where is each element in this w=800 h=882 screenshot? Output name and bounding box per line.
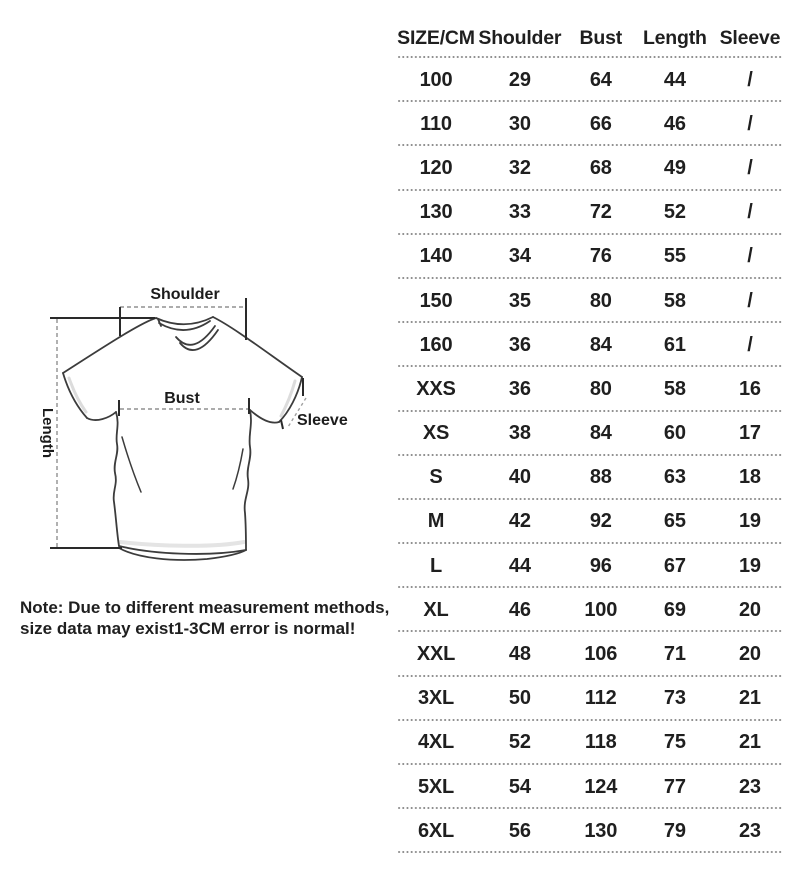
tshirt-diagram-svg <box>12 276 357 576</box>
length-cell: 79 <box>663 819 686 842</box>
bust-label: Bust <box>164 390 200 407</box>
bust-cell: 106 <box>584 643 618 666</box>
size-cell: XXL <box>416 643 456 666</box>
shoulder-cell: 44 <box>508 554 531 577</box>
table-row <box>397 191 787 235</box>
collar-outer-line <box>156 317 213 324</box>
shoulder-cell: 42 <box>508 510 531 533</box>
length-cell: 60 <box>663 422 686 445</box>
shoulder-cell: 40 <box>508 466 531 489</box>
size-cell: 160 <box>419 333 453 356</box>
bust-cell: 72 <box>589 201 612 224</box>
shoulder-cell: 56 <box>508 819 531 842</box>
shoulder-cell: 29 <box>508 68 531 91</box>
shoulder-cell: 30 <box>508 112 531 135</box>
sleeve-cell: 16 <box>738 377 761 400</box>
length-cell: 65 <box>663 510 686 533</box>
table-row <box>397 323 787 367</box>
bust-cell: 68 <box>589 156 612 179</box>
right-body-line <box>245 410 251 550</box>
size-table-body <box>397 58 787 853</box>
sleeve-cell: 19 <box>738 510 761 533</box>
length-cell: 46 <box>663 112 686 135</box>
sleeve-cell: 23 <box>738 819 761 842</box>
table-row <box>397 677 787 721</box>
size-table <box>397 18 787 853</box>
size-cell: 6XL <box>417 819 455 842</box>
size-cell: XXS <box>416 377 456 400</box>
table-row <box>397 412 787 456</box>
table-row <box>397 721 787 765</box>
left-fold-line <box>122 437 141 492</box>
header-cell-length: Length <box>642 26 707 49</box>
sleeve-cell: 17 <box>738 422 761 445</box>
length-cell: 73 <box>663 687 686 710</box>
bust-cell: 130 <box>584 819 618 842</box>
size-cell: 130 <box>419 201 453 224</box>
shoulder-cell: 33 <box>508 201 531 224</box>
note-line-2: size data may exist1-3CM error is normal! <box>20 619 356 638</box>
size-cell: 120 <box>419 156 453 179</box>
size-cell: 5XL <box>417 775 455 798</box>
table-row <box>397 765 787 809</box>
bust-cell: 112 <box>584 687 617 710</box>
bust-cell: 92 <box>589 510 612 533</box>
hem-shading <box>120 542 244 546</box>
bust-cell: 66 <box>589 112 612 135</box>
shoulder-cell: 34 <box>508 245 531 268</box>
shoulder-cell: 50 <box>508 687 531 710</box>
length-cell: 44 <box>663 68 686 91</box>
shoulder-label: Shoulder <box>150 286 220 303</box>
length-cell: 75 <box>663 731 686 754</box>
length-cell: 69 <box>663 598 686 621</box>
shoulder-dimension <box>120 286 246 340</box>
table-row <box>397 146 787 190</box>
header-cell-size: SIZE/CM <box>397 26 475 49</box>
left-body-line <box>114 412 119 546</box>
sleeve-dimension <box>281 378 348 429</box>
length-cell: 61 <box>663 333 686 356</box>
sleeve-cell: / <box>747 156 753 179</box>
bust-cell: 64 <box>589 68 612 91</box>
bust-cell: 76 <box>589 245 612 268</box>
length-cell: 58 <box>663 377 686 400</box>
sleeve-cell: / <box>747 289 753 312</box>
shoulder-cell: 54 <box>508 775 531 798</box>
bust-cell: 80 <box>589 377 612 400</box>
right-fold-line <box>233 449 243 489</box>
table-row <box>397 544 787 588</box>
bust-dimension <box>119 390 249 416</box>
table-header-row <box>397 18 787 58</box>
table-row <box>397 632 787 676</box>
shoulder-cell: 52 <box>508 731 531 754</box>
table-row <box>397 588 787 632</box>
note-line-1: Note: Due to different measurement methods, <box>20 598 390 617</box>
size-cell: 150 <box>419 289 453 312</box>
length-dimension <box>39 318 155 548</box>
size-cell: 140 <box>419 245 453 268</box>
header-cell-shoulder: Shoulder <box>478 26 562 49</box>
length-cell: 49 <box>663 156 686 179</box>
sleeve-cell: 20 <box>738 598 761 621</box>
size-cell: S <box>429 466 443 489</box>
table-row <box>397 456 787 500</box>
left-underarm <box>87 412 116 420</box>
sleeve-cell: 18 <box>738 466 761 489</box>
bust-cell: 100 <box>584 598 618 621</box>
shoulder-cell: 32 <box>508 156 531 179</box>
table-row <box>397 500 787 544</box>
bust-cell: 84 <box>589 422 612 445</box>
size-cell: XS <box>422 422 450 445</box>
bust-cell: 88 <box>589 466 612 489</box>
bust-cell: 118 <box>584 731 617 754</box>
size-cell: L <box>429 554 443 577</box>
table-row <box>397 367 787 411</box>
left-shoulder-line <box>63 318 156 373</box>
shoulder-cell: 48 <box>508 643 531 666</box>
length-cell: 55 <box>663 245 686 268</box>
shoulder-cell: 36 <box>508 333 531 356</box>
tshirt-measurement-diagram <box>12 276 357 576</box>
sleeve-cell: / <box>747 333 753 356</box>
shoulder-cell: 35 <box>508 289 531 312</box>
table-row <box>397 102 787 146</box>
sleeve-cell: / <box>747 68 753 91</box>
sleeve-cell: 19 <box>738 554 761 577</box>
tshirt-drawing <box>63 317 302 560</box>
size-cell: 3XL <box>417 687 455 710</box>
table-row <box>397 58 787 102</box>
shoulder-cell: 38 <box>508 422 531 445</box>
sleeve-cell: / <box>747 245 753 268</box>
sleeve-cell: / <box>747 112 753 135</box>
table-row <box>397 279 787 323</box>
sleeve-cell: / <box>747 201 753 224</box>
sleeve-cell: 21 <box>738 731 761 754</box>
bust-cell: 96 <box>589 554 612 577</box>
length-cell: 77 <box>663 775 686 798</box>
length-cell: 58 <box>663 289 686 312</box>
size-cell: 4XL <box>417 731 455 754</box>
right-underarm <box>250 410 279 423</box>
measurement-note <box>20 597 389 639</box>
length-label: Length <box>39 408 56 458</box>
size-cell: XL <box>423 598 449 621</box>
size-cell: 110 <box>420 112 452 135</box>
bust-cell: 80 <box>589 289 612 312</box>
sleeve-cell: 21 <box>738 687 761 710</box>
length-cell: 71 <box>663 643 686 666</box>
table-row <box>397 235 787 279</box>
length-cell: 63 <box>663 466 686 489</box>
length-cell: 52 <box>663 201 686 224</box>
table-row <box>397 809 787 853</box>
right-shoulder-line <box>213 317 302 377</box>
size-cell: 100 <box>419 68 453 91</box>
length-cell: 67 <box>663 554 686 577</box>
sleeve-cell: 20 <box>738 643 761 666</box>
front-neckband-line2 <box>180 330 218 350</box>
sleeve-tick-bottom <box>281 420 283 429</box>
bust-cell: 124 <box>584 775 618 798</box>
sleeve-cell: 23 <box>738 775 761 798</box>
header-cell-sleeve: Sleeve <box>719 26 781 49</box>
size-cell: M <box>427 510 445 533</box>
shoulder-cell: 46 <box>508 598 531 621</box>
shoulder-cell: 36 <box>508 377 531 400</box>
header-cell-bust: Bust <box>579 26 623 49</box>
bust-cell: 84 <box>589 333 612 356</box>
sleeve-label: Sleeve <box>297 412 348 429</box>
